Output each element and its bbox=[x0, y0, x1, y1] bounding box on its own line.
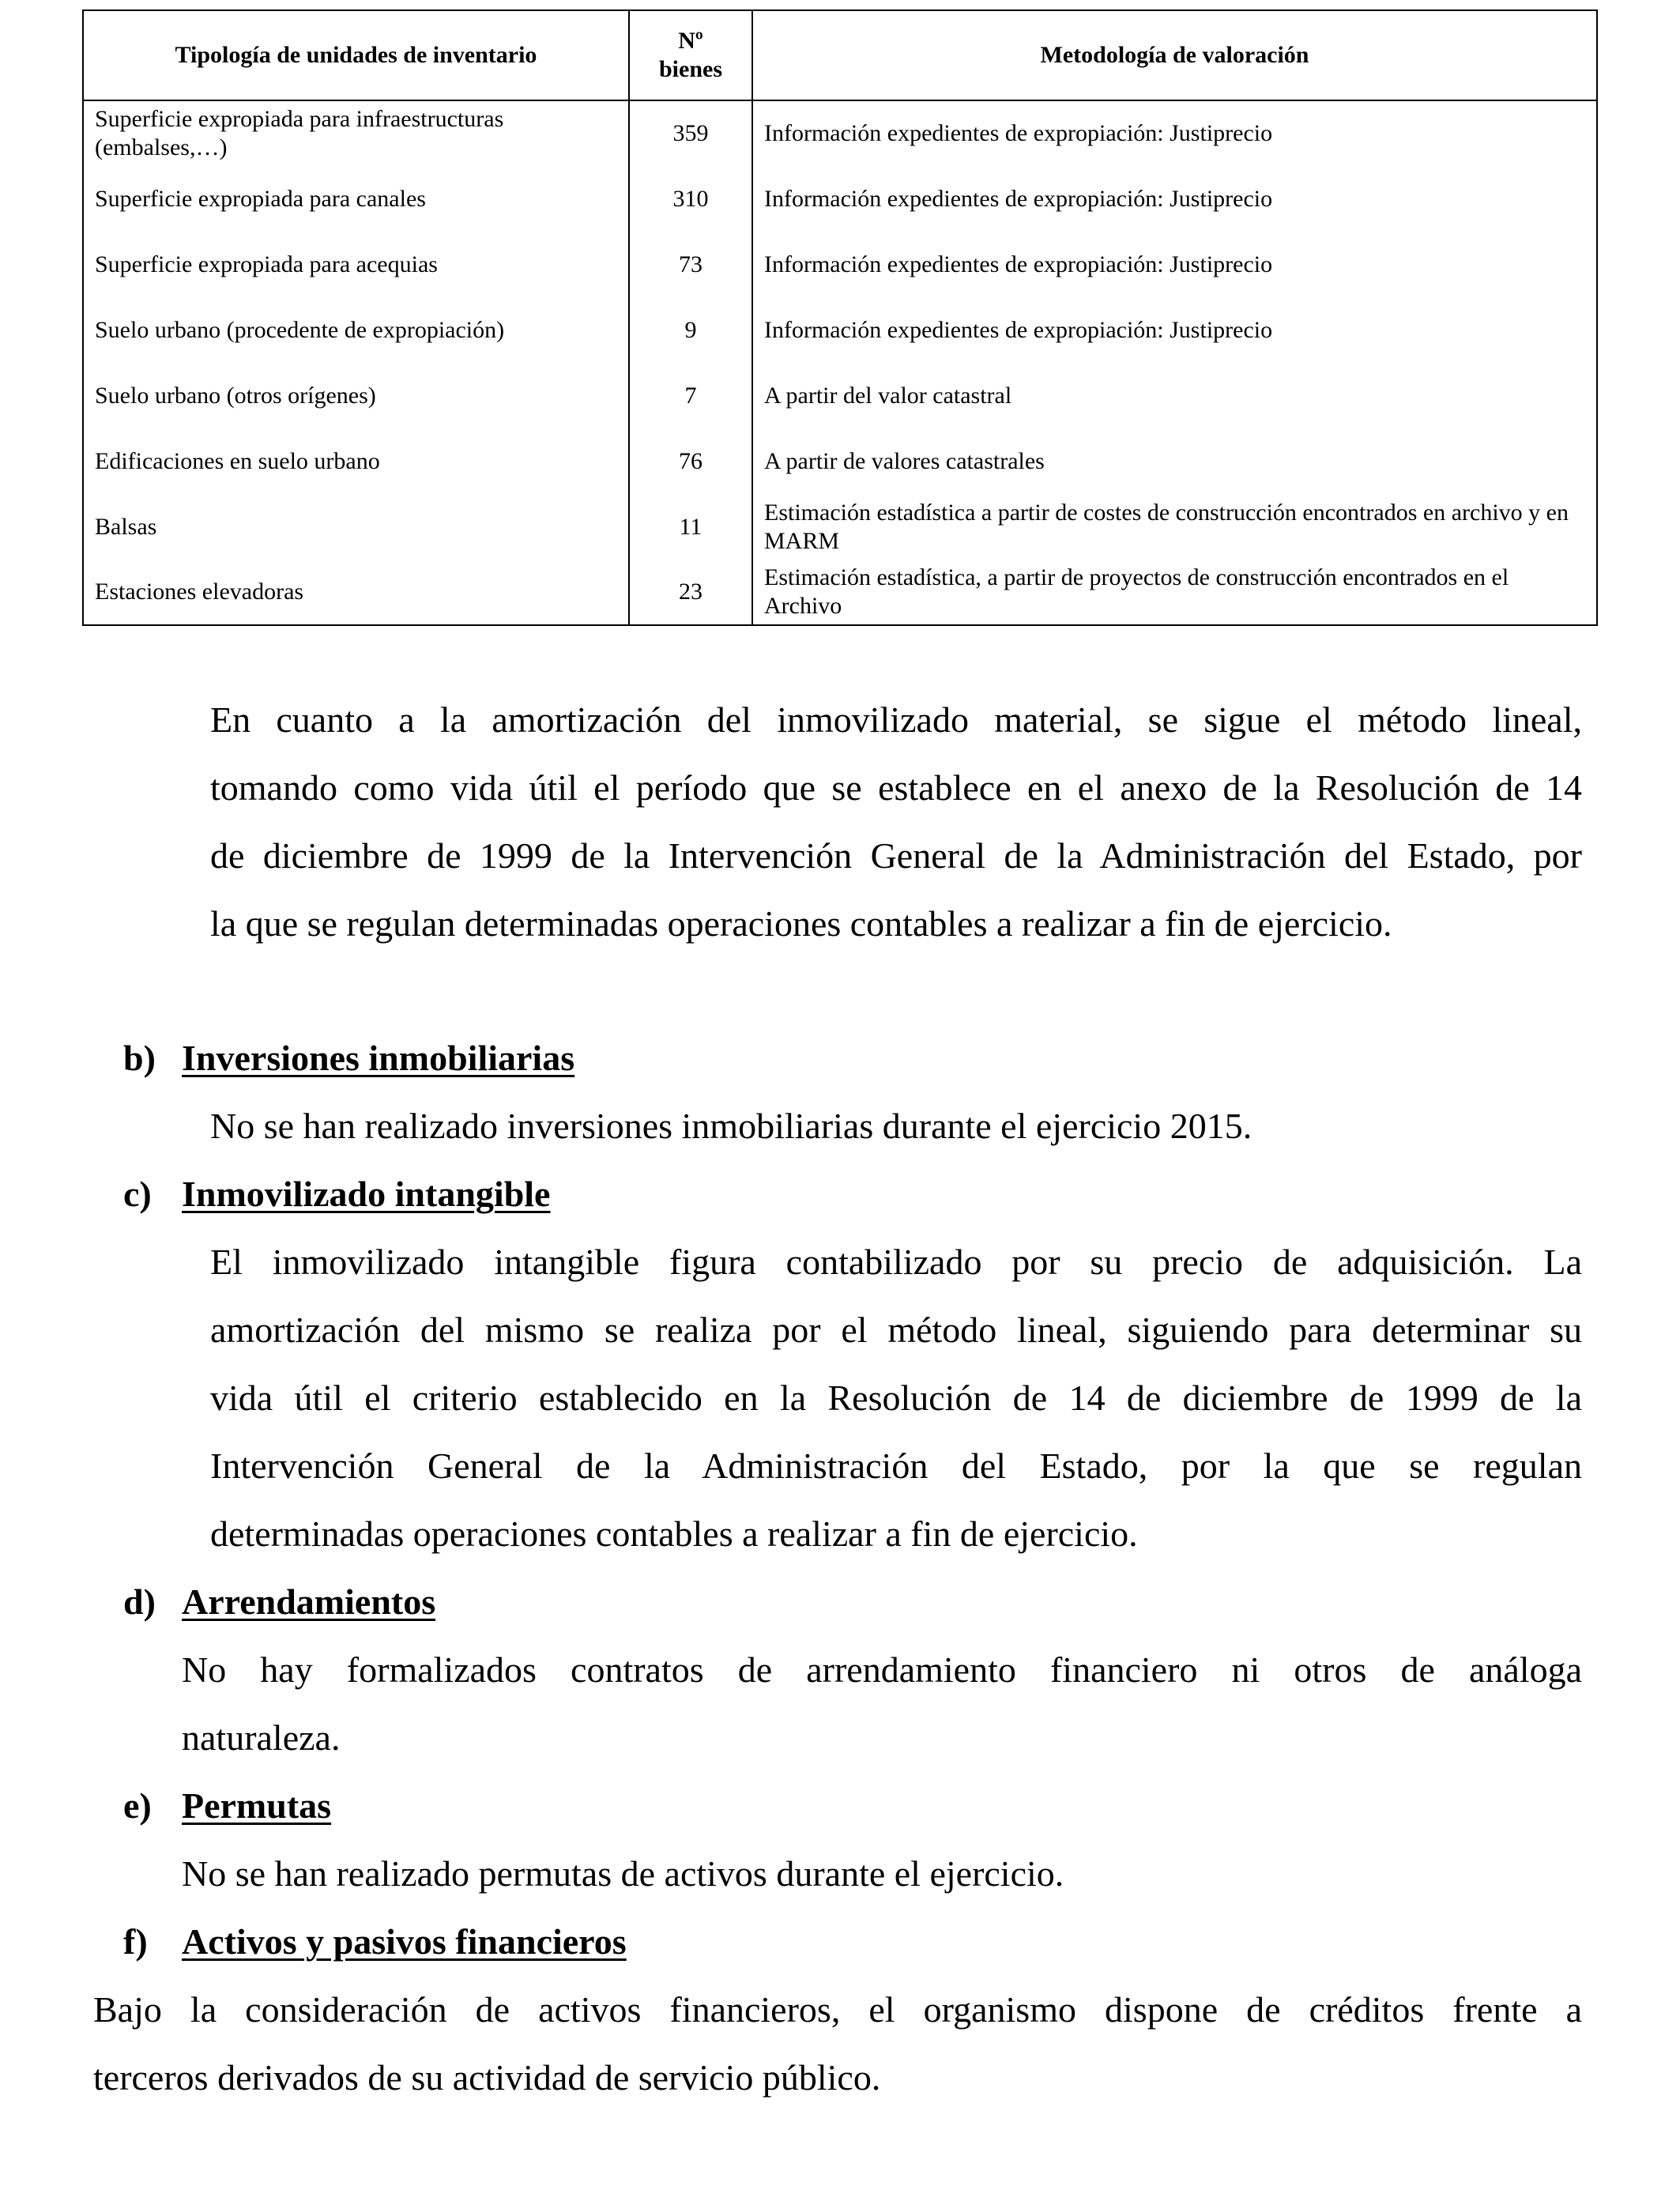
cell-metodologia: A partir de valores catastrales bbox=[752, 428, 1597, 494]
table-row bbox=[83, 100, 1597, 166]
cell-num-bienes: 76 bbox=[629, 428, 752, 494]
paragraph-line: la que se regulan determinadas operaciones contables a realizar a fin de ejercicio. bbox=[210, 903, 1392, 944]
cell-tipologia: Balsas bbox=[83, 494, 629, 560]
paragraph-line: No hay formalizados contratos de arrendamiento financiero ni otros de análoga bbox=[182, 1649, 1582, 1690]
table-row bbox=[83, 297, 1597, 363]
paragraph-line: No se han realizado permutas de activos durante el ejercicio. bbox=[182, 1853, 1064, 1894]
cell-num-bienes: 310 bbox=[629, 166, 752, 232]
section-title: Arrendamientos bbox=[182, 1581, 436, 1622]
table-row bbox=[83, 232, 1597, 297]
section-d-body bbox=[182, 1636, 1582, 1772]
cell-tipologia: Estaciones elevadoras bbox=[83, 560, 629, 625]
section-b-body bbox=[210, 1092, 1582, 1160]
paragraph-line: vida útil el criterio establecido en la Resolución de 14 de diciembre de 1999 de la bbox=[210, 1378, 1582, 1418]
amortizacion-paragraph bbox=[210, 686, 1582, 958]
paragraph-line: tomando como vida útil el período que se establece en el anexo de la Resolución de 14 bbox=[210, 767, 1582, 808]
cell-metodologia: Información expedientes de expropiación: Justiprecio bbox=[752, 166, 1597, 232]
section-heading-c bbox=[123, 1160, 550, 1228]
header-num-line1: Nº bbox=[678, 28, 703, 54]
table-row bbox=[83, 428, 1597, 494]
section-letter: d) bbox=[123, 1581, 156, 1622]
section-title: Inmovilizado intangible bbox=[182, 1174, 551, 1214]
table-row bbox=[83, 363, 1597, 428]
table-row bbox=[83, 166, 1597, 232]
section-c-body bbox=[210, 1228, 1582, 1568]
section-heading-d bbox=[123, 1568, 435, 1636]
cell-metodologia: Información expedientes de expropiación: Justiprecio bbox=[752, 297, 1597, 363]
section-title: Activos y pasivos financieros bbox=[182, 1921, 627, 1962]
section-title: Permutas bbox=[182, 1785, 332, 1826]
cell-tipologia: Edificaciones en suelo urbano bbox=[83, 428, 629, 494]
header-num-bienes bbox=[629, 10, 752, 100]
section-heading-f bbox=[123, 1908, 627, 1976]
section-letter: e) bbox=[123, 1785, 152, 1826]
cell-metodologia: Información expedientes de expropiación: Justiprecio bbox=[752, 232, 1597, 297]
table-header-row bbox=[83, 10, 1597, 100]
cell-metodologia: Estimación estadística a partir de costes de construcción encontrados en archivo y en MARM bbox=[752, 494, 1597, 560]
paragraph-line: amortización del mismo se realiza por el método lineal, siguiendo para determinar su bbox=[210, 1310, 1582, 1350]
cell-metodologia: Información expedientes de expropiación: Justiprecio bbox=[752, 100, 1597, 166]
paragraph-line: naturaleza. bbox=[182, 1717, 341, 1758]
header-tipologia: Tipología de unidades de inventario bbox=[83, 10, 629, 100]
cell-metodologia: Estimación estadística, a partir de proyectos de construcción encontrados en el Archivo bbox=[752, 560, 1597, 625]
section-letter: c) bbox=[123, 1174, 152, 1214]
header-num-line2: bienes bbox=[658, 56, 722, 82]
cell-metodologia: A partir del valor catastral bbox=[752, 363, 1597, 428]
cell-num-bienes: 11 bbox=[629, 494, 752, 560]
cell-num-bienes: 7 bbox=[629, 363, 752, 428]
inventory-table bbox=[82, 9, 1598, 626]
section-heading-e bbox=[123, 1772, 331, 1840]
cell-tipologia: Superficie expropiada para infraestructuras (embalses,…) bbox=[83, 100, 629, 166]
section-e-body bbox=[182, 1840, 1582, 1908]
cell-num-bienes: 9 bbox=[629, 297, 752, 363]
cell-tipologia: Suelo urbano (procedente de expropiación) bbox=[83, 297, 629, 363]
section-f-body bbox=[93, 1976, 1582, 2112]
cell-num-bienes: 359 bbox=[629, 100, 752, 166]
paragraph-line: No se han realizado inversiones inmobiliarias durante el ejercicio 2015. bbox=[210, 1106, 1252, 1146]
table-row bbox=[83, 560, 1597, 625]
paragraph-line: El inmovilizado intangible figura contabilizado por su precio de adquisición. La bbox=[210, 1242, 1582, 1282]
section-letter: b) bbox=[123, 1038, 156, 1078]
paragraph-line: determinadas operaciones contables a realizar a fin de ejercicio. bbox=[210, 1514, 1138, 1554]
cell-tipologia: Suelo urbano (otros orígenes) bbox=[83, 363, 629, 428]
paragraph-line: En cuanto a la amortización del inmovilizado material, se sigue el método lineal, bbox=[210, 699, 1582, 740]
header-metodologia: Metodología de valoración bbox=[752, 10, 1597, 100]
paragraph-line: Bajo la consideración de activos financieros, el organismo dispone de créditos frente a bbox=[93, 1989, 1582, 2030]
paragraph-line: Intervención General de la Administración del Estado, por la que se regulan bbox=[210, 1446, 1582, 1486]
paragraph-line: terceros derivados de su actividad de servicio público. bbox=[93, 2057, 881, 2098]
section-heading-b bbox=[123, 1024, 574, 1092]
cell-tipologia: Superficie expropiada para acequias bbox=[83, 232, 629, 297]
section-letter: f) bbox=[123, 1921, 148, 1962]
section-title: Inversiones inmobiliarias bbox=[182, 1038, 575, 1078]
cell-num-bienes: 73 bbox=[629, 232, 752, 297]
paragraph-line: de diciembre de 1999 de la Intervención General de la Administración del Estado, por bbox=[210, 835, 1582, 876]
cell-num-bienes: 23 bbox=[629, 560, 752, 625]
cell-tipologia: Superficie expropiada para canales bbox=[83, 166, 629, 232]
table-row bbox=[83, 494, 1597, 560]
